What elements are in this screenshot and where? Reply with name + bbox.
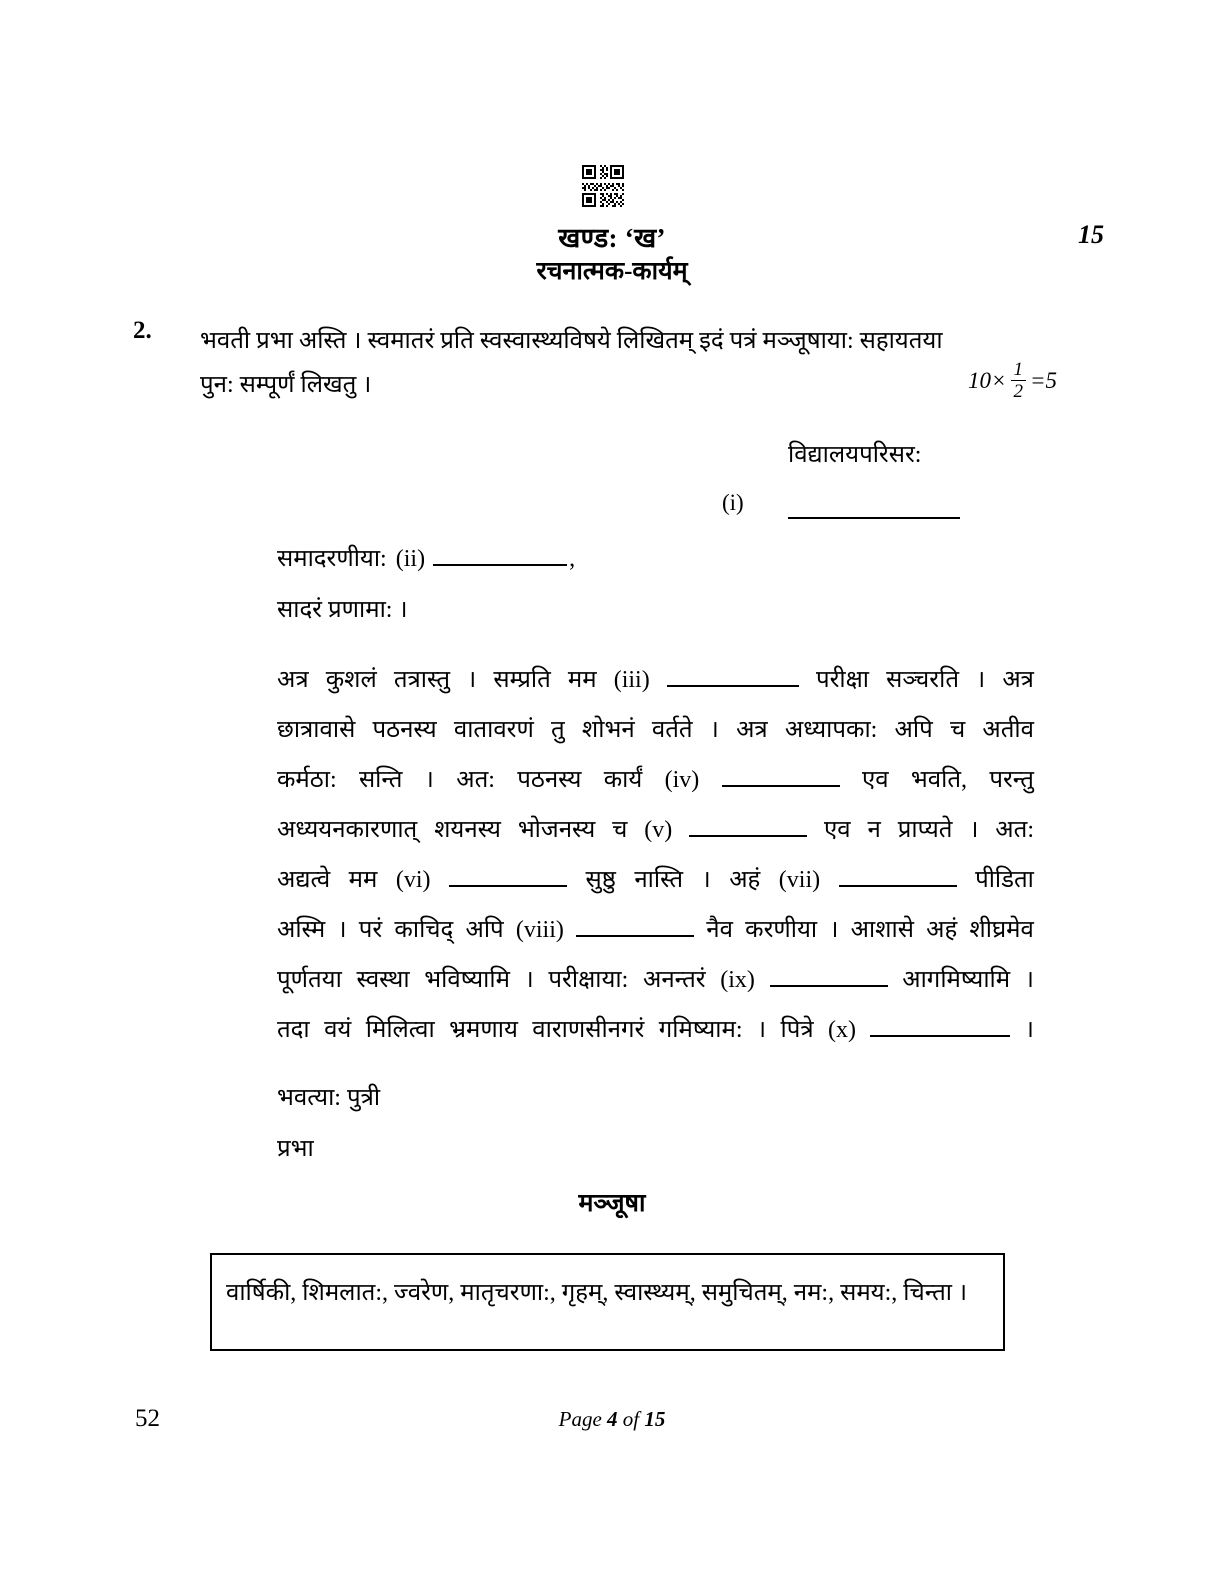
letter-body-word: मम: [348, 867, 378, 893]
letter-body-line: [277, 712, 1034, 762]
letter-body-word: परं: [358, 917, 383, 943]
letter-body-word: अध्यापका:: [784, 717, 878, 743]
question-text-line2: पुन: सम्पूर्णं लिखतु ।: [200, 372, 372, 398]
letter-body-word: भविष्यामि: [424, 967, 510, 993]
letter-body-word: ।: [701, 867, 711, 893]
fraction-denominator: 2: [1011, 380, 1027, 401]
letter-body-word: सञ्चरति: [886, 667, 960, 693]
letter-body-word: (iii): [613, 667, 650, 693]
letter-body-word: पित्रे: [780, 1017, 814, 1043]
footer-page-indicator: [0, 1407, 1224, 1432]
blank-i-answer-line[interactable]: [788, 517, 960, 519]
footer-page-current: 4: [607, 1407, 618, 1431]
letter-body-line: [277, 912, 1034, 962]
letter-body-word: परन्तु: [989, 767, 1034, 793]
letter-body-line: [277, 812, 1034, 862]
letter-body-word: सम्प्रति: [493, 667, 551, 693]
salutation-prefix: समादरणीया:: [277, 546, 387, 572]
letter-body-word: आगमिष्यामि: [902, 967, 1011, 993]
letter-body-word: न: [867, 817, 881, 843]
marks-multiplier: 10×: [968, 367, 1007, 393]
letter-body-word: एव: [824, 817, 851, 843]
letter-body-word: (v): [644, 817, 673, 843]
letter-body-word: वर्तते: [651, 717, 693, 743]
letter-body-word: तदा: [277, 1017, 310, 1043]
letter-body-word: अस्मि: [277, 917, 326, 943]
letter-body-word: अत:: [456, 767, 495, 793]
letter-body-word: ।: [976, 667, 986, 693]
answer-blank-line[interactable]: [449, 863, 567, 887]
letter-body-line: [277, 662, 1034, 712]
letter-body-line: [277, 862, 1034, 912]
letter-body-word: वातावरणं: [453, 717, 534, 743]
letter-body-word: अत्र: [736, 717, 768, 743]
letter-body-word: कार्यं: [603, 767, 643, 793]
marks-equals: =5: [1030, 367, 1058, 393]
letter-body-word: ।: [524, 967, 534, 993]
question-text-line1: भवती प्रभा अस्ति । स्वमातरं प्रति स्वस्वास्थ्यविषये लिखितम् इदं पत्रं मञ्जूषाया: सहायतया: [200, 328, 943, 354]
letter-body-word: (ix): [720, 967, 755, 993]
letter-body-word: (x): [828, 1017, 856, 1043]
letter-body-word: भवति,: [910, 767, 968, 793]
letter-body-word: अत्र: [277, 667, 309, 693]
letter-body-word: एव: [861, 767, 889, 793]
letter-body-word: परीक्षाया:: [548, 967, 629, 993]
letter-body-word: पूर्णतया: [277, 967, 342, 993]
letter-body-word: छात्रावासे: [277, 717, 356, 743]
letter-body-word: ।: [337, 917, 347, 943]
manjusha-word-bank: वार्षिकी, शिमलात:, ज्वरेण, मातृचरणा:, गृहम्, स्वास्थ्यम्, समुचितम्, नम:, समय:, चिन्ता ।: [210, 1253, 1005, 1351]
letter-body-word: पीडिता: [975, 867, 1034, 893]
letter-body-word: (vi): [395, 867, 431, 893]
answer-blank-line[interactable]: [722, 763, 840, 787]
footer-page-of: of: [622, 1407, 640, 1431]
letter-body-word: वयं: [324, 1017, 352, 1043]
letter-body-word: कुशलं: [325, 667, 377, 693]
letter-body-word: ।: [424, 767, 434, 793]
letter-body-word: च: [949, 717, 966, 743]
letter-body-word: पठनस्य: [517, 767, 582, 793]
letter-body-word: अध्ययनकारणात्: [277, 817, 418, 843]
letter-body-word: अत:: [995, 817, 1034, 843]
answer-blank-line[interactable]: [689, 813, 807, 837]
letter-greeting: सादरं प्रणामा: ।: [277, 597, 408, 623]
letter-body-word: अद्यत्वे: [277, 867, 331, 893]
letter-body-word: अहं: [729, 867, 761, 893]
letter-body-word: शीघ्रमेव: [969, 917, 1034, 943]
letter-body-word: ।: [756, 1017, 767, 1043]
letter-body-word: आशासे: [850, 917, 914, 943]
blank-ii-label: (ii): [395, 546, 426, 572]
letter-body-word: भोजनस्य: [517, 817, 596, 843]
letter-body-line: [277, 762, 1034, 812]
letter-body-word: अपि: [465, 917, 504, 943]
letter-body-word: नैव: [706, 917, 733, 943]
letter-body-word: अनन्तरं: [643, 967, 706, 993]
fraction-numerator: 1: [1013, 359, 1024, 380]
question-number: 2.: [133, 317, 152, 344]
letter-signoff-relation: भवत्या: पुत्री: [277, 1085, 381, 1111]
letter-body-word: अपि: [894, 717, 933, 743]
letter-signoff-name: प्रभा: [277, 1136, 314, 1162]
letter-body-word: ।: [969, 817, 979, 843]
answer-blank-line[interactable]: [667, 663, 799, 687]
question-marks: [968, 360, 1057, 401]
section-subheading: रचनात्मक-कार्यम्: [536, 258, 688, 285]
blank-ii-answer-line[interactable]: [433, 542, 567, 566]
letter-body-word: करणीया: [745, 917, 818, 943]
letter-body-word: काचिद्: [394, 917, 454, 943]
letter-body-word: कर्मठा:: [277, 767, 337, 793]
letter-body-word: अत्र: [1002, 667, 1034, 693]
letter-body-word: शयनस्य: [434, 817, 501, 843]
letter-body-word: नास्ति: [634, 867, 684, 893]
letter-body-word: सुष्ठु: [585, 867, 616, 893]
letter-body-word: ।: [1024, 967, 1034, 993]
letter-place: विद्यालयपरिसर:: [788, 442, 922, 468]
section-marks: 15: [1078, 220, 1104, 249]
answer-blank-line[interactable]: [576, 913, 694, 937]
marks-fraction: [1011, 360, 1027, 401]
letter-body-word: अहं: [926, 917, 958, 943]
footer-page-prefix: Page: [558, 1407, 602, 1431]
letter-body-word: (vii): [778, 867, 821, 893]
letter-body-word: वाराणसीनगरं: [532, 1017, 645, 1043]
manjusha-title: मञ्जूषा: [578, 1190, 646, 1217]
letter-body-word: पठनस्य: [372, 717, 437, 743]
letter-body-line: [277, 962, 1034, 1012]
letter-body-word: मम: [567, 667, 597, 693]
letter-body-word: (iv): [664, 767, 700, 793]
letter-body-word: शोभनं: [581, 717, 635, 743]
footer-page-number-left: 52: [135, 1405, 160, 1432]
letter-body-word: प्राप्यते: [897, 817, 953, 843]
answer-blank-line[interactable]: [870, 1013, 1010, 1037]
answer-blank-line[interactable]: [839, 863, 957, 887]
footer-page-total: 15: [644, 1407, 666, 1431]
letter-body-word: ।: [1024, 1017, 1034, 1043]
blank-i-label: (i): [722, 490, 744, 515]
letter-body-word: ।: [467, 667, 477, 693]
letter-body-word: अतीव: [982, 717, 1034, 743]
qr-code-icon: [580, 163, 626, 209]
answer-blank-line[interactable]: [770, 963, 888, 987]
letter-body-word: सन्ति: [358, 767, 403, 793]
letter-body-word: ।: [709, 717, 719, 743]
letter-body-word: भ्रमणाय: [449, 1017, 518, 1043]
letter-body-word: तु: [551, 717, 565, 743]
letter-body-word: मिलित्वा: [365, 1017, 435, 1043]
letter-body-word: ।: [829, 917, 839, 943]
letter-body: [277, 662, 1034, 1062]
letter-body-word: च: [612, 817, 628, 843]
letter-salutation: [277, 541, 575, 574]
letter-body-word: तत्रास्तु: [393, 667, 451, 693]
letter-body-word: स्वस्था: [356, 967, 410, 993]
letter-body-word: परीक्षा: [815, 667, 870, 693]
letter-body-word: (viii): [515, 917, 564, 943]
letter-body-word: गमिष्याम:: [658, 1017, 743, 1043]
letter-body-line: [277, 1012, 1034, 1062]
salutation-suffix: ,: [569, 546, 576, 572]
section-heading: खण्ड: ‘ख’: [558, 223, 666, 253]
